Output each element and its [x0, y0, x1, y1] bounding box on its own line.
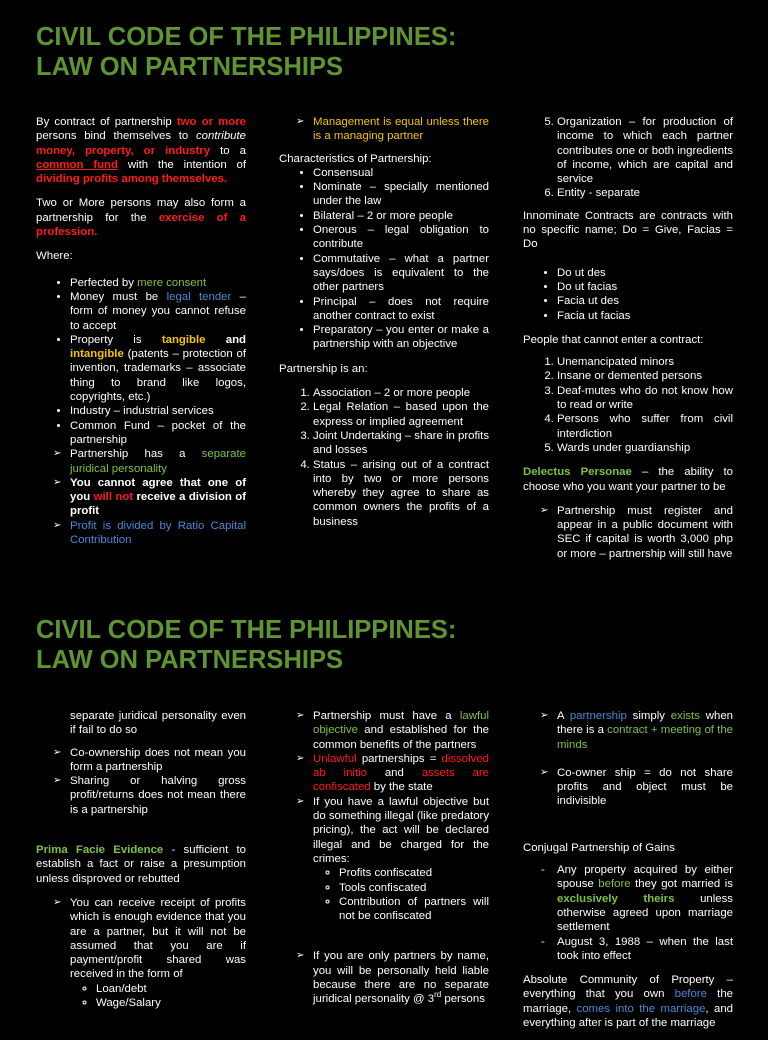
list-item: 6. Entity - separate: [557, 186, 733, 200]
section-heading: Characteristics of Partnership:: [279, 152, 432, 165]
list-item: • Perfected by mere consent: [70, 276, 246, 290]
list-item: • Commutative – what a partner says/does is equivalent to the other partners: [313, 252, 489, 295]
where-list: [36, 276, 246, 448]
arrow-list: [36, 447, 246, 547]
list-item: 1. Association – 2 or more people: [313, 386, 489, 400]
page-title: [36, 22, 456, 82]
list-item: • Facia ut facias: [557, 309, 733, 323]
list-item: • Common Fund – pocket of the partnership: [70, 419, 246, 448]
page2-column-1: [36, 709, 246, 1020]
arrow-list: [523, 504, 733, 561]
list-item: ➢ Partnership must have a lawful objective and established for the common benefits of the partners: [313, 709, 489, 752]
list-item: ➢ Partnership must register and appear in a public document with SEC if capital is worth 3,000 php or more – partnership will still have: [557, 504, 733, 561]
page2-column-3: [523, 709, 733, 1040]
arrow-list: [36, 896, 246, 1010]
page1-column-1: [36, 115, 246, 557]
list-item: ➢ If you are only partners by name, you will be personally held liable because there are no separate juridical personality @ 3rd persons: [313, 949, 489, 1006]
arrow-list: [279, 709, 489, 923]
list-item: 3. Joint Undertaking – share in profits and losses: [313, 429, 489, 458]
list-item: 5. Organization – for production of income to which each partner contributes one or both ingredients of income, which are capital and service: [557, 115, 733, 186]
list-item: 4. Persons who suffer from civil interdiction: [557, 412, 733, 441]
page1-column-2: [279, 115, 489, 539]
section-heading: People that cannot enter a contract:: [523, 333, 704, 346]
intro-paragraph: By contract of partnership two or more persons bind themselves to contribute money, property, or industry to a common fund with the intention of dividing profits among themselves.: [36, 116, 246, 186]
list-item: 2. Legal Relation – based upon the express or implied agreement: [313, 400, 489, 429]
list-item: ◦ Tools confiscated: [339, 881, 489, 895]
partnership-is-list: [279, 386, 489, 529]
characteristics-list: [279, 166, 489, 352]
list-item: • Bilateral – 2 or more people: [313, 209, 489, 223]
arrow-list: [523, 709, 733, 752]
list-item: • Money must be legal tender – form of money you cannot refuse to accept: [70, 290, 246, 333]
list-item: ➢ A partnership simply exists when there is a contract + meeting of the minds: [557, 709, 733, 752]
title-line-1: CIVIL CODE OF THE PHILIPPINES:: [36, 616, 457, 644]
list-item: 5. Wards under guardianship: [557, 441, 733, 455]
arrow-list: [523, 766, 733, 809]
list-item: • Principal – does not require another contract to exist: [313, 295, 489, 324]
list-item: ➢ Management is equal unless there is a managing partner: [313, 115, 489, 144]
title-line-2: LAW ON PARTNERSHIPS: [36, 53, 343, 81]
where-label: Where:: [36, 250, 73, 263]
page2-column-2: [279, 709, 489, 1017]
page1-column-3: [523, 115, 733, 571]
arrow-list: [36, 746, 246, 817]
arrow-list: [279, 115, 489, 144]
list-item: • Industry – industrial services: [70, 404, 246, 418]
list-item: ◦ Wage/Salary: [96, 996, 246, 1010]
list-item: ➢ Co-ownership does not mean you form a partnership: [70, 746, 246, 775]
list-item: 4. Status – arising out of a contract into by two or more persons whereby they agree to share as common owners the profits of a business: [313, 458, 489, 529]
list-item: ➢ Profit is divided by Ratio Capital Contribution: [70, 519, 246, 548]
cannot-contract-list: [523, 355, 733, 455]
section-heading: Conjugal Partnership of Gains: [523, 841, 675, 854]
forms-list: [70, 982, 246, 1011]
partnership-is-list-continued: [523, 115, 733, 201]
list-item: ➢ Unlawful partnerships = dissolved ab initio and assets are confiscated by the state: [313, 752, 489, 795]
list-item: ➢ Co-owner ship = do not share profits and object must be indivisible: [557, 766, 733, 809]
page-title: [36, 615, 456, 675]
section-heading: Partnership is an:: [279, 362, 368, 375]
list-item: ➢ You can receive receipt of profits which is enough evidence that you are a partner, but it will not be assumed that you are if payment/profit shared was received in the form of ◦ Loan/debt ◦ Wage/Salary: [70, 896, 246, 1010]
profession-paragraph: Two or More persons may also form a partnership for the exercise of a profession.: [36, 197, 246, 239]
list-item: 2. Insane or demented persons: [557, 369, 733, 383]
list-item: 1. Unemancipated minors: [557, 355, 733, 369]
list-item: ◦ Contribution of partners will not be confiscated: [339, 895, 489, 924]
list-item: ➢ Sharing or halving gross profit/returns does not mean there is a partnership: [70, 774, 246, 817]
latin-list: [523, 266, 733, 323]
list-item: • Do ut facias: [557, 280, 733, 294]
list-item: 3. Deaf-mutes who do not know how to read or write: [557, 384, 733, 413]
list-item: - Any property acquired by either spouse before they got married is exclusively theirs unless otherwise agreed upon marriage settlement: [557, 863, 733, 934]
list-item: • Property is tangible and intangible (patents – protection of invention, trademarks – associate thing to brand like logos, copyrights, etc.): [70, 333, 246, 404]
innominate-paragraph: Innominate Contracts are contracts with no specific name; Do = Give, Facias = Do: [523, 209, 733, 251]
list-item: - August 3, 1988 – when the last took into effect: [557, 935, 733, 964]
conjugal-list: [523, 863, 733, 963]
list-item: • Facia ut des: [557, 294, 733, 308]
list-item: ◦ Profits confiscated: [339, 866, 489, 880]
title-line-1: CIVIL CODE OF THE PHILIPPINES:: [36, 23, 457, 51]
list-item: ◦ Loan/debt: [96, 982, 246, 996]
list-item: • Nominate – specially mentioned under the law: [313, 180, 489, 209]
crimes-list: [313, 866, 489, 923]
prima-facie-paragraph: Prima Facie Evidence - sufficient to establish a fact or raise a presumption unless disproved or rebutted: [36, 844, 246, 885]
delectus-paragraph: Delectus Personae – the ability to choose who you want your partner to be: [523, 466, 733, 493]
list-item: ➢ You cannot agree that one of you will not receive a division of profit: [70, 476, 246, 519]
continued-text: separate juridical personality even if fail to do so: [70, 710, 246, 737]
list-item: • Preparatory – you enter or make a partnership with an objective: [313, 323, 489, 352]
absolute-community-paragraph: Absolute Community of Property – everything that you own before the marriage, comes into the marriage, and everything after is part of the marriage: [523, 974, 733, 1030]
arrow-list: [279, 949, 489, 1006]
list-item: ➢ If you have a lawful objective but do something illegal (like predatory pricing), the act will be declared illegal and be charged for the crimes: ◦ Profits confiscated ◦ Tools confiscated ◦ Contribution of partners will not be confiscated: [313, 795, 489, 924]
list-item: • Onerous – legal obligation to contribute: [313, 223, 489, 252]
list-item: • Do ut des: [557, 266, 733, 280]
list-item: • Consensual: [313, 166, 489, 180]
list-item: ➢ Partnership has a separate juridical personality: [70, 447, 246, 476]
title-line-2: LAW ON PARTNERSHIPS: [36, 646, 343, 674]
